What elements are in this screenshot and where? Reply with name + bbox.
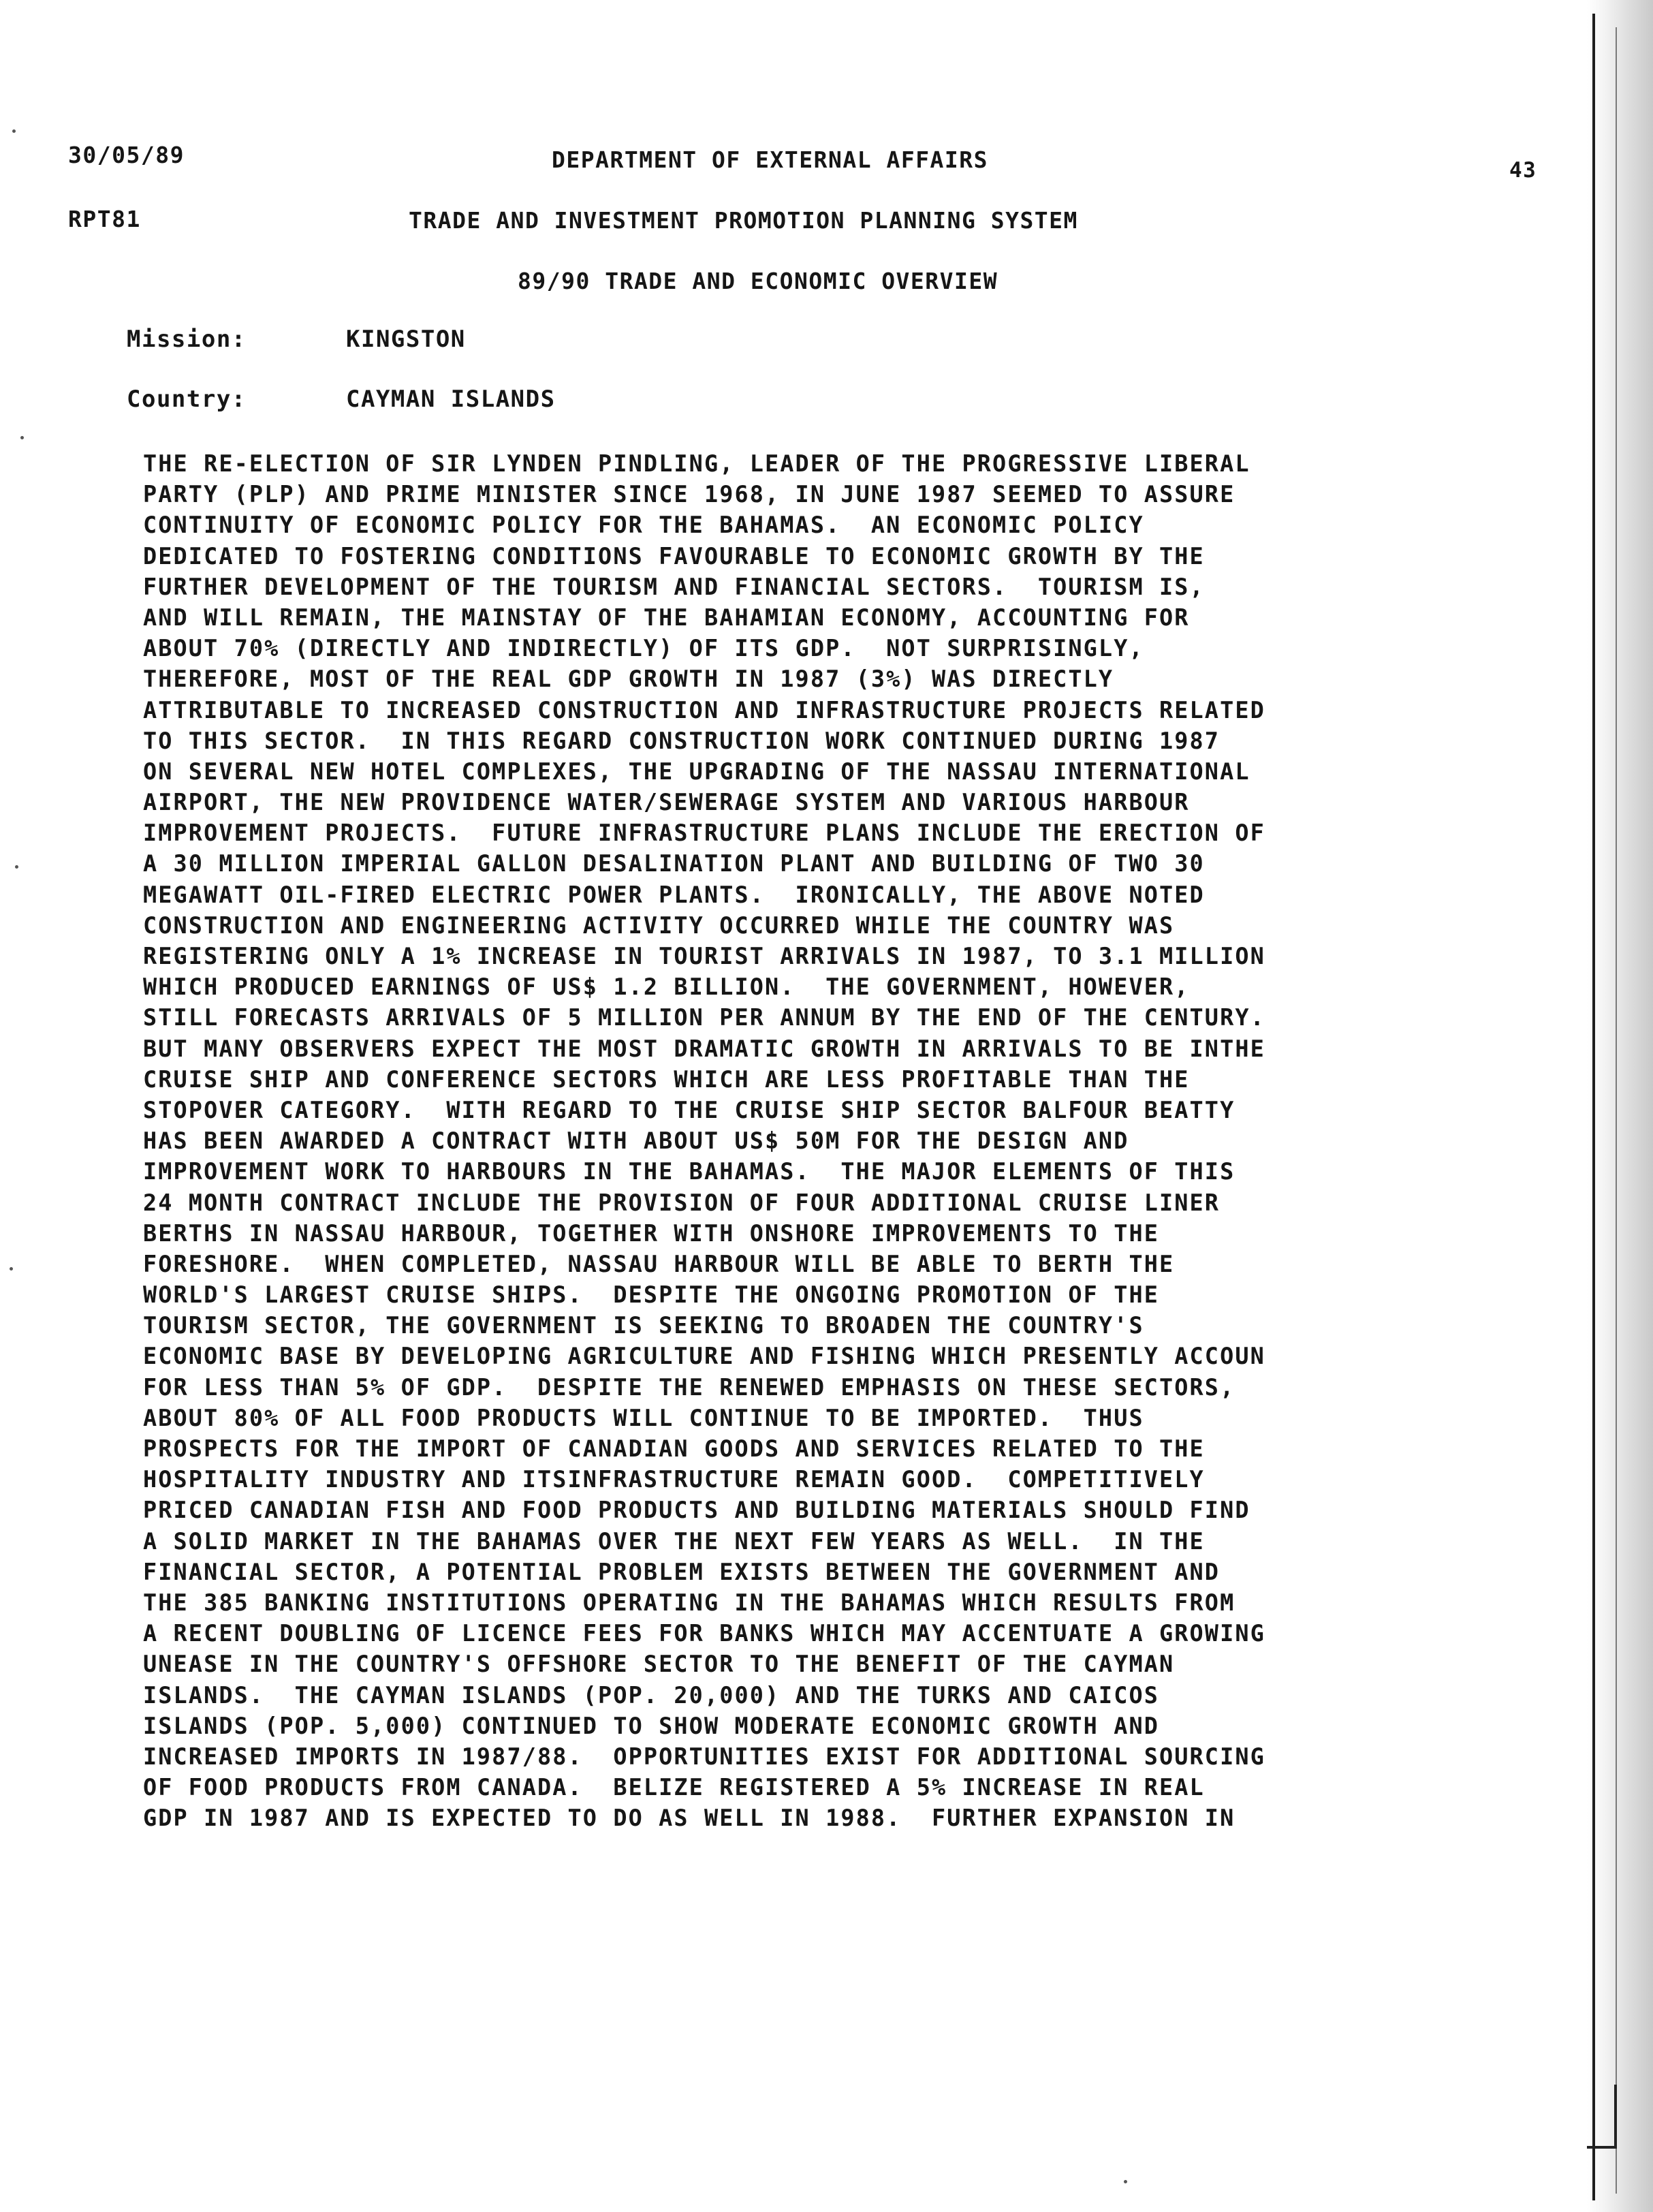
body-line: BERTHS IN NASSAU HARBOUR, TOGETHER WITH ONSHORE IMPROVEMENTS TO THE [143,1219,1160,1247]
page-number: 43 [1509,158,1537,183]
mission-label: Mission: [127,326,247,353]
body-line: CRUISE SHIP AND CONFERENCE SECTORS WHICH ARE LESS PROFITABLE THAN THE [143,1065,1190,1093]
body-line: INCREASED IMPORTS IN 1987/88. OPPORTUNITIES EXIST FOR ADDITIONAL SOURCING [143,1743,1265,1770]
binding-line [1592,14,1595,2200]
body-line: THE 385 BANKING INSTITUTIONS OPERATING IN THE BAHAMAS WHICH RESULTS FROM [143,1589,1235,1616]
body-line: ON SEVERAL NEW HOTEL COMPLEXES, THE UPGRADING OF THE NASSAU INTERNATIONAL [143,758,1250,785]
scan-speck [1124,2180,1127,2183]
scan-speck [15,865,18,869]
body-line: BUT MANY OBSERVERS EXPECT THE MOST DRAMATIC GROWTH IN ARRIVALS TO BE INTHE [143,1035,1265,1062]
body-line: A 30 MILLION IMPERIAL GALLON DESALINATION PLANT AND BUILDING OF TWO 30 [143,850,1205,877]
body-line: TO THIS SECTOR. IN THIS REGARD CONSTRUCTION WORK CONTINUED DURING 1987 [143,727,1221,754]
body-line: WHICH PRODUCED EARNINGS OF US$ 1.2 BILLION. THE GOVERNMENT, HOWEVER, [143,973,1190,1001]
country-label: Country: [127,386,247,413]
body-line: AND WILL REMAIN, THE MAINSTAY OF THE BAHAMIAN ECONOMY, ACCOUNTING FOR [143,604,1190,631]
report-date: 30/05/89 [68,142,185,168]
binding-line-inner [1616,27,1617,2194]
body-line: CONTINUITY OF ECONOMIC POLICY FOR THE BAHAMAS. AN ECONOMIC POLICY [143,512,1144,539]
body-line: THE RE-ELECTION OF SIR LYNDEN PINDLING, LEADER OF THE PROGRESSIVE LIBERAL [143,450,1250,477]
overview-body-text [143,448,1512,1833]
body-line: WORLD'S LARGEST CRUISE SHIPS. DESPITE THE ONGOING PROMOTION OF THE [143,1281,1160,1309]
body-line: FURTHER DEVELOPMENT OF THE TOURISM AND FINANCIAL SECTORS. TOURISM IS, [143,573,1205,600]
body-line: STOPOVER CATEGORY. WITH REGARD TO THE CRUISE SHIP SECTOR BALFOUR BEATTY [143,1096,1235,1123]
body-line: ABOUT 80% OF ALL FOOD PRODUCTS WILL CONTINUE TO BE IMPORTED. THUS [143,1404,1144,1431]
body-line: PRICED CANADIAN FISH AND FOOD PRODUCTS AND BUILDING MATERIALS SHOULD FIND [143,1497,1250,1524]
scan-speck [10,1267,13,1271]
body-line: MEGAWATT OIL-FIRED ELECTRIC POWER PLANTS. IRONICALLY, THE ABOVE NOTED [143,881,1205,908]
body-line: A RECENT DOUBLING OF LICENCE FEES FOR BANKS WHICH MAY ACCENTUATE A GROWING [143,1620,1265,1647]
body-line: DEDICATED TO FOSTERING CONDITIONS FAVOURABLE TO ECONOMIC GROWTH BY THE [143,542,1205,570]
body-line: PROSPECTS FOR THE IMPORT OF CANADIAN GOODS AND SERVICES RELATED TO THE [143,1435,1205,1462]
body-line: REGISTERING ONLY A 1% INCREASE IN TOURIST ARRIVALS IN 1987, TO 3.1 MILLION [143,943,1265,969]
body-line: GDP IN 1987 AND IS EXPECTED TO DO AS WELL IN 1988. FURTHER EXPANSION IN [143,1805,1235,1832]
body-line: IMPROVEMENT PROJECTS. FUTURE INFRASTRUCTURE PLANS INCLUDE THE ERECTION OF [143,820,1265,847]
report-code: RPT81 [68,206,141,232]
scan-speck [12,129,16,133]
body-line: HOSPITALITY INDUSTRY AND ITSINFRASTRUCTURE REMAIN GOOD. COMPETITIVELY [143,1466,1205,1493]
body-line: 24 MONTH CONTRACT INCLUDE THE PROVISION OF FOUR ADDITIONAL CRUISE LINER [143,1189,1221,1216]
body-line: FINANCIAL SECTOR, A POTENTIAL PROBLEM EXISTS BETWEEN THE GOVERNMENT AND [143,1558,1221,1585]
body-line: HAS BEEN AWARDED A CONTRACT WITH ABOUT US$ 50M FOR THE DESIGN AND [143,1127,1129,1155]
department-title: DEPARTMENT OF EXTERNAL AFFAIRS [552,146,989,173]
country-value: CAYMAN ISLANDS [346,386,556,413]
scan-speck [20,436,24,439]
body-line: PARTY (PLP) AND PRIME MINISTER SINCE 1968, IN JUNE 1987 SEEMED TO ASSURE [143,481,1235,508]
body-line: ECONOMIC BASE BY DEVELOPING AGRICULTURE AND FISHING WHICH PRESENTLY ACCOUN [143,1343,1265,1370]
body-line: FORESHORE. WHEN COMPLETED, NASSAU HARBOUR WILL BE ABLE TO BERTH THE [143,1250,1175,1277]
body-line: FOR LESS THAN 5% OF GDP. DESPITE THE RENEWED EMPHASIS ON THESE SECTORS, [143,1373,1235,1401]
body-line: ABOUT 70% (DIRECTLY AND INDIRECTLY) OF ITS GDP. NOT SURPRISINGLY, [143,635,1144,662]
body-line: STILL FORECASTS ARRIVALS OF 5 MILLION PER ANNUM BY THE END OF THE CENTURY. [143,1004,1265,1031]
body-line: ISLANDS (POP. 5,000) CONTINUED TO SHOW MODERATE ECONOMIC GROWTH AND [143,1712,1160,1739]
mission-value: KINGSTON [346,326,466,353]
binding-corner-mark [1587,2085,1617,2149]
body-line: A SOLID MARKET IN THE BAHAMAS OVER THE NEXT FEW YEARS AS WELL. IN THE [143,1527,1205,1555]
body-line: CONSTRUCTION AND ENGINEERING ACTIVITY OCCURRED WHILE THE COUNTRY WAS [143,912,1175,939]
body-line: UNEASE IN THE COUNTRY'S OFFSHORE SECTOR TO THE BENEFIT OF THE CAYMAN [143,1651,1175,1678]
page-binding-edge [1587,0,1653,2212]
body-line: ATTRIBUTABLE TO INCREASED CONSTRUCTION AND INFRASTRUCTURE PROJECTS RELATED [143,696,1265,723]
body-line: ISLANDS. THE CAYMAN ISLANDS (POP. 20,000) AND THE TURKS AND CAICOS [143,1681,1160,1709]
body-line: IMPROVEMENT WORK TO HARBOURS IN THE BAHAMAS. THE MAJOR ELEMENTS OF THIS [143,1158,1235,1185]
body-line: AIRPORT, THE NEW PROVIDENCE WATER/SEWERAGE SYSTEM AND VARIOUS HARBOUR [143,789,1190,816]
system-title: TRADE AND INVESTMENT PROMOTION PLANNING SYSTEM [409,207,1078,234]
overview-title: 89/90 TRADE AND ECONOMIC OVERVIEW [518,268,998,294]
body-line: TOURISM SECTOR, THE GOVERNMENT IS SEEKING TO BROADEN THE COUNTRY'S [143,1312,1144,1339]
body-line: THEREFORE, MOST OF THE REAL GDP GROWTH IN 1987 (3%) WAS DIRECTLY [143,666,1114,693]
body-line: OF FOOD PRODUCTS FROM CANADA. BELIZE REGISTERED A 5% INCREASE IN REAL [143,1774,1205,1801]
